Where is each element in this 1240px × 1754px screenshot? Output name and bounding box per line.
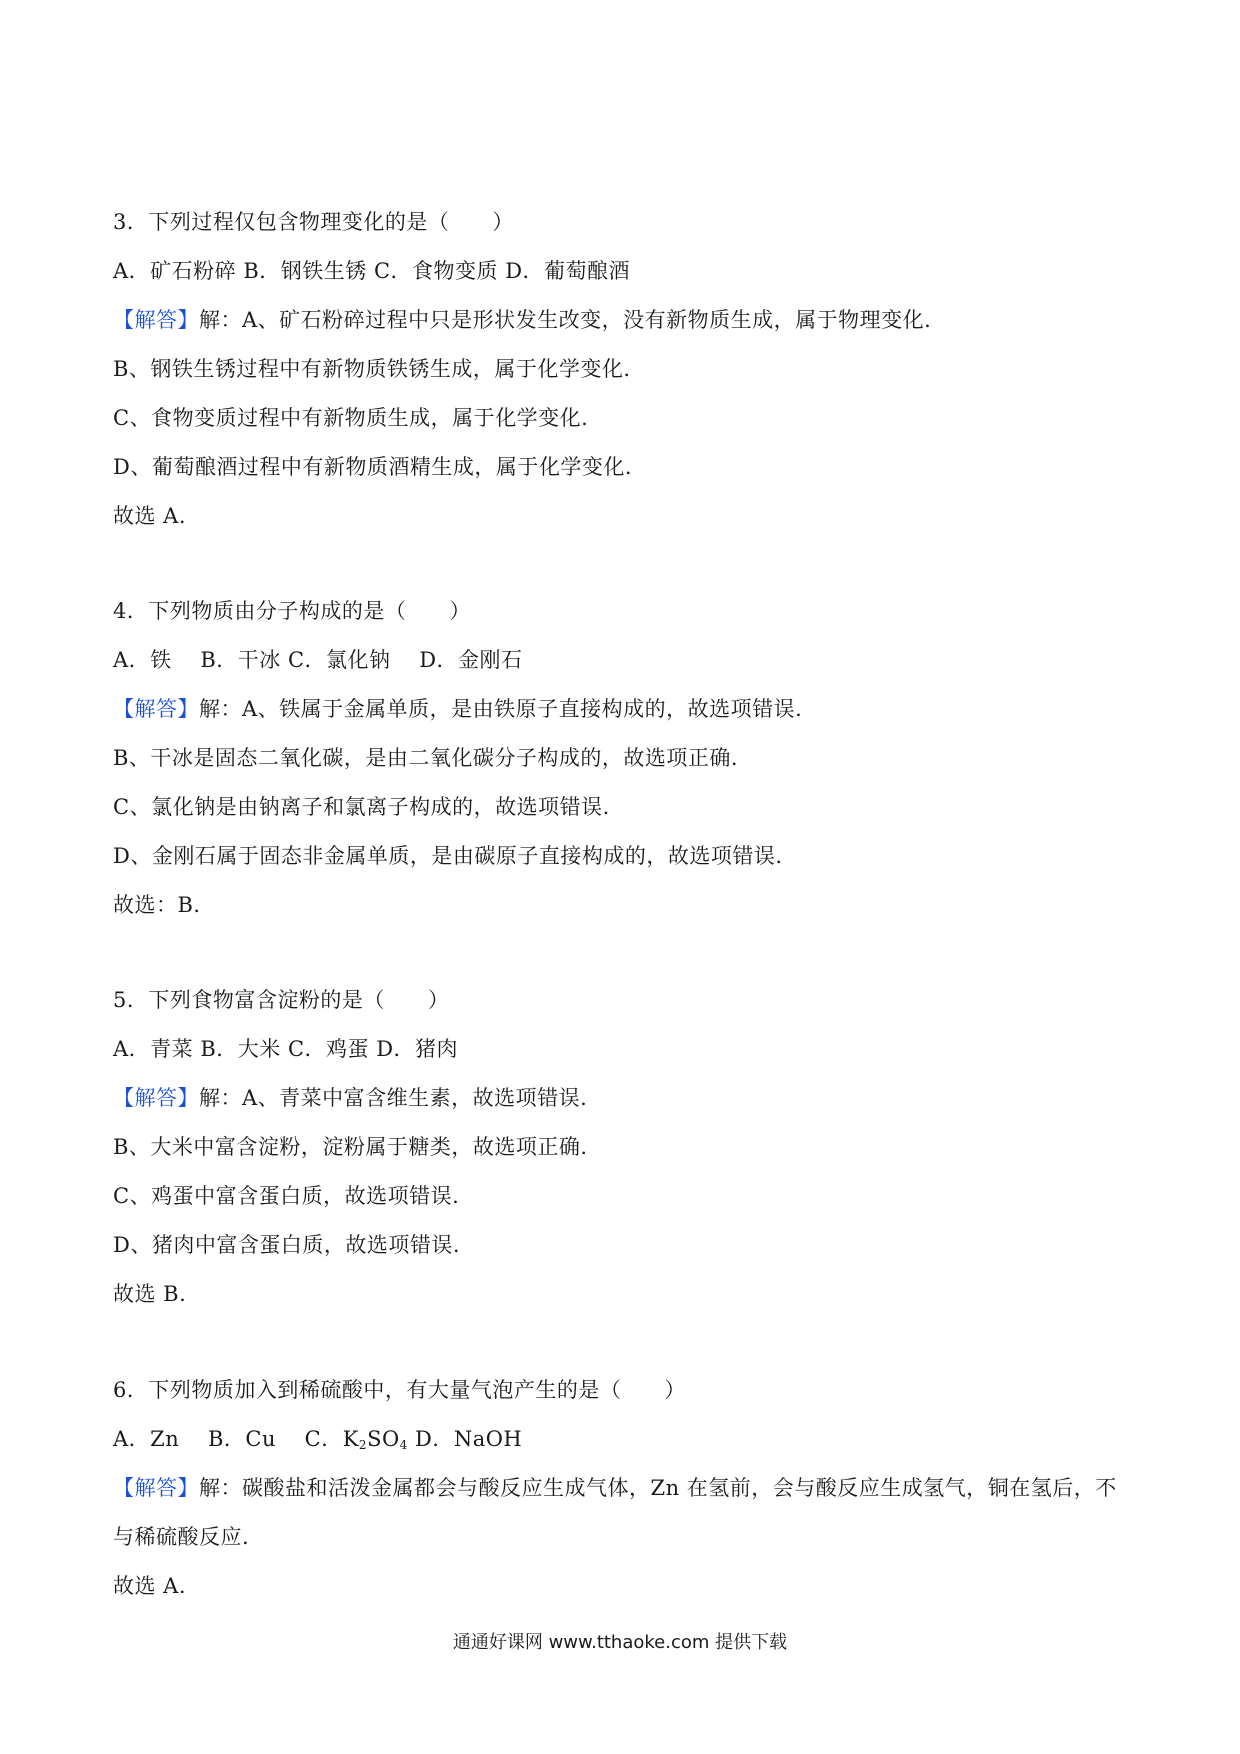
answer-conclusion: 故选 B.	[113, 1282, 187, 1306]
answer-tag: 【解答】	[113, 1476, 199, 1500]
answer-line	[113, 685, 1143, 734]
answer-line: B、钢铁生锈过程中有新物质铁锈生成，属于化学变化.	[113, 357, 631, 381]
question-stem: 5．下列食物富含淀粉的是（ ）	[113, 988, 450, 1012]
question-options: A．矿石粉碎 B．钢铁生锈 C．食物变质 D．葡萄酿酒	[113, 259, 631, 283]
question-stem: 4．下列物质由分子构成的是（ ）	[113, 599, 471, 623]
answer-line: C、氯化钠是由钠离子和氯离子构成的，故选项错误.	[113, 795, 610, 819]
question-stem: 3．下列过程仅包含物理变化的是（ ）	[113, 210, 514, 234]
option-text: A．Zn B．Cu C．K	[113, 1427, 359, 1451]
question-6	[113, 1366, 1143, 1611]
page-footer: 通通好课网 www.tthaoke.com 提供下载	[452, 1632, 788, 1653]
answer-line: C、鸡蛋中富含蛋白质，故选项错误.	[113, 1184, 460, 1208]
option-text: D．NaOH	[407, 1427, 523, 1451]
answer-text: 解：A、矿石粉碎过程中只是形状发生改变，没有新物质生成，属于物理变化.	[199, 308, 932, 332]
answer-tag: 【解答】	[113, 308, 199, 332]
answer-line: D、金刚石属于固态非金属单质，是由碳原子直接构成的，故选项错误.	[113, 844, 783, 868]
answer-tag: 【解答】	[113, 697, 199, 721]
answer-text: 解：A、青菜中富含维生素，故选项错误.	[199, 1086, 588, 1110]
question-stem: 6．下列物质加入到稀硫酸中，有大量气泡产生的是（ ）	[113, 1378, 686, 1402]
question-4	[113, 587, 1143, 930]
answer-line: 与稀硫酸反应.	[113, 1525, 250, 1549]
answer-line: D、猪肉中富含蛋白质，故选项错误.	[113, 1233, 461, 1257]
subscript: 2	[358, 1438, 368, 1452]
answer-conclusion: 故选 A.	[113, 504, 187, 528]
answer-line: D、葡萄酿酒过程中有新物质酒精生成，属于化学变化.	[113, 455, 633, 479]
answer-line	[113, 296, 1143, 345]
subscript: 4	[399, 1438, 408, 1452]
question-5	[113, 976, 1143, 1319]
answer-text: 解：碳酸盐和活泼金属都会与酸反应生成气体，Zn 在氢前，会与酸反应生成氢气，铜在氢后，不	[199, 1476, 1117, 1500]
question-options	[113, 1415, 1143, 1464]
answer-line	[113, 1464, 1143, 1513]
answer-text: 解：A、铁属于金属单质，是由铁原子直接构成的，故选项错误.	[199, 697, 803, 721]
answer-tag: 【解答】	[113, 1086, 199, 1110]
answer-conclusion: 故选 A.	[113, 1574, 187, 1598]
answer-line: B、干冰是固态二氧化碳，是由二氧化碳分子构成的，故选项正确.	[113, 746, 739, 770]
answer-conclusion: 故选：B.	[113, 893, 201, 917]
answer-line: B、大米中富含淀粉，淀粉属于糖类，故选项正确.	[113, 1135, 588, 1159]
option-text: SO	[367, 1427, 400, 1451]
answer-line: C、食物变质过程中有新物质生成，属于化学变化.	[113, 406, 589, 430]
question-3	[113, 198, 1143, 541]
answer-line	[113, 1074, 1143, 1123]
question-options: A．青菜 B．大米 C．鸡蛋 D．猪肉	[113, 1037, 459, 1061]
question-options: A．铁 B．干冰 C．氯化钠 D．金刚石	[113, 648, 523, 672]
